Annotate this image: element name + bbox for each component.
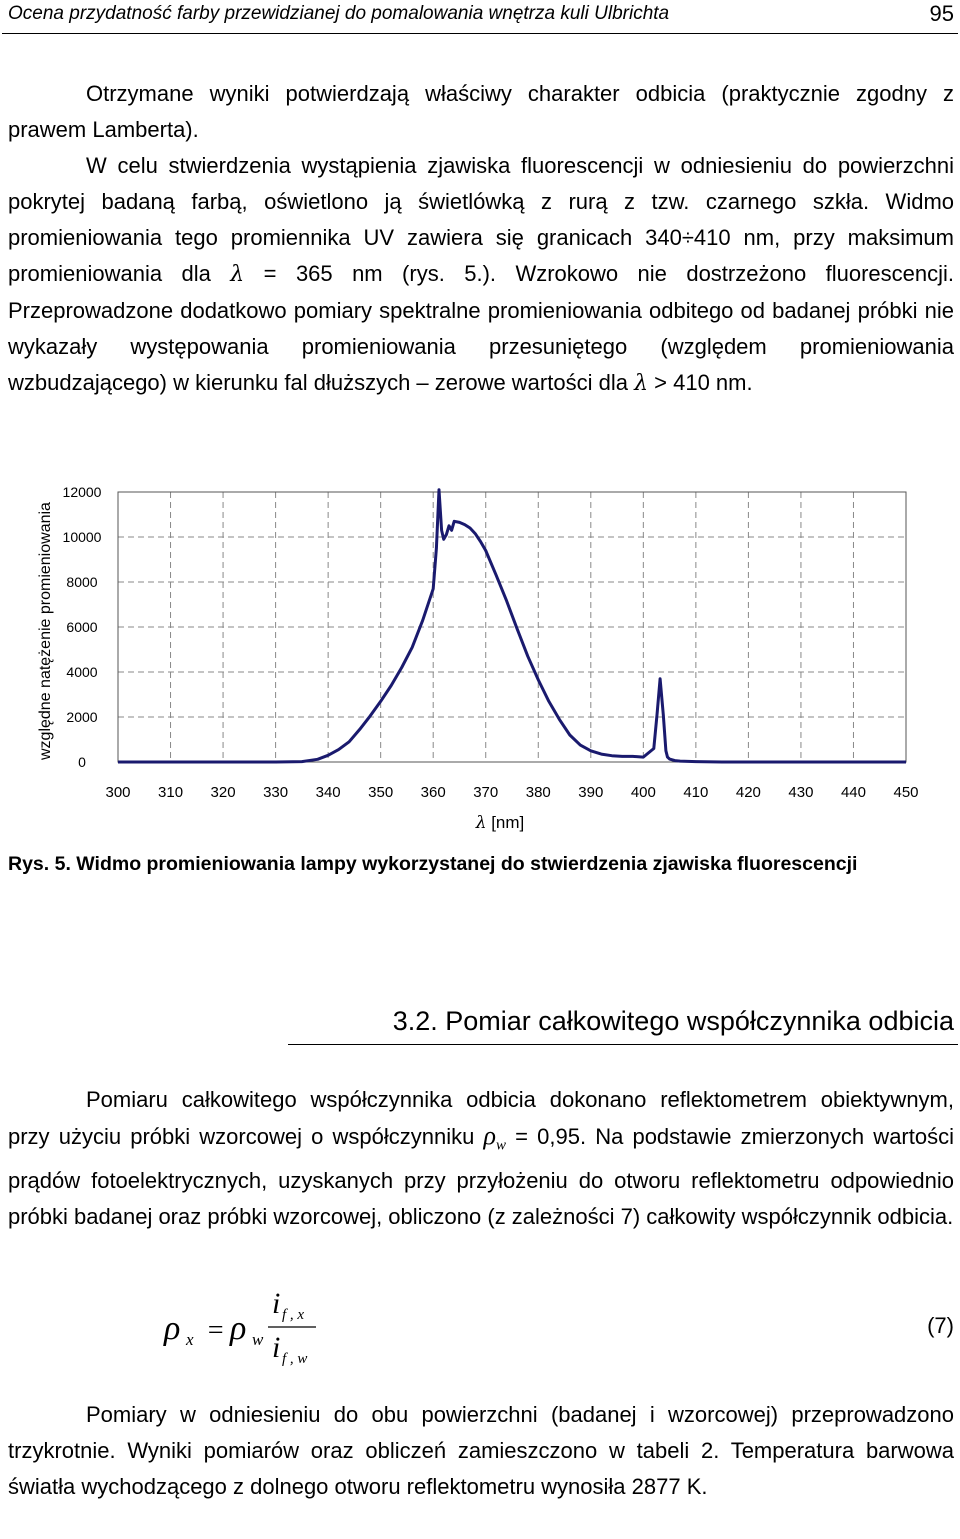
y-tick-label: 10000 (62, 529, 102, 545)
rho-symbol: ρ (483, 1121, 496, 1150)
rho-subscript: w (495, 1137, 506, 1154)
figure-caption: Rys. 5. Widmo promieniowania lampy wykorzystanej do stwierdzenia zjawiska fluorescencji (8, 853, 858, 875)
paragraph-1: Otrzymane wyniki potwierdzają właściwy charakter odbicia (praktycznie zgodny z prawem Lamberta). (8, 81, 954, 142)
page-number: 95 (929, 1, 954, 26)
x-tick-label: 300 (105, 784, 131, 801)
formula-numerator-sub: f , x (282, 1307, 305, 1323)
formula-numerator-i: i (272, 1287, 281, 1320)
x-axis-unit: [nm] (486, 813, 525, 832)
x-tick-label: 320 (210, 784, 236, 801)
x-tick-label: 420 (735, 784, 761, 801)
page-header (2, 0, 958, 34)
y-tick-label: 2000 (66, 709, 98, 725)
y-tick-label: 8000 (66, 574, 98, 590)
x-tick-label: 310 (158, 784, 184, 801)
x-tick-label: 390 (578, 784, 604, 801)
y-tick-label: 6000 (66, 619, 98, 635)
x-axis-lambda: λ (475, 813, 487, 833)
x-tick-label: 330 (263, 784, 289, 801)
x-tick-label: 410 (683, 784, 709, 801)
formula-equals: = (206, 1315, 225, 1346)
formula-sub-w: w (252, 1330, 264, 1349)
y-tick-labels (63, 484, 102, 770)
formula-rho-x: ρ (164, 1310, 181, 1347)
lambda-symbol: λ (634, 371, 649, 396)
section-title: 3.2. Pomiar całkowitego współczynnika odbicia (392, 1006, 954, 1036)
x-tick-label: 430 (788, 784, 814, 801)
x-tick-label: 370 (473, 784, 499, 801)
x-tick-label: 340 (315, 784, 341, 801)
header-title: Ocena przydatność farby przewidzianej do pomalowania wnętrza kuli Ulbrichta (8, 3, 670, 24)
spectrum-chart (0, 460, 960, 840)
spectrum-line (118, 490, 906, 762)
y-tick-label: 12000 (62, 484, 102, 500)
y-tick-label: 4000 (66, 664, 98, 680)
x-tick-label: 360 (420, 784, 446, 801)
formula-denominator-i: i (272, 1331, 281, 1364)
chart-grid (118, 492, 906, 762)
formula-7 (160, 1287, 960, 1377)
paragraph-2-text-b: = 365 nm (rys. 5.). Wzrokowo nie dostrzeżono fluorescencji. Przeprowadzone dodatkowo pomiary spektralne promieniowania odbitego od badanej próbki nie wykazały występowania promieniowania przesuniętego (względem promieniowania wzbudzającego) w kierunku fal dłuższych – zerowe wartości dla (8, 261, 954, 395)
paragraph-2-text-c: > 410 nm. (648, 370, 753, 395)
x-tick-label: 350 (368, 784, 394, 801)
x-tick-label: 450 (893, 784, 919, 801)
formula-sub-x: x (186, 1330, 194, 1349)
chart-x-axis-label (475, 813, 525, 833)
formula-denominator-sub: f , w (282, 1351, 308, 1367)
equation-number: (7) (927, 1313, 954, 1338)
y-tick-label: 0 (78, 754, 86, 770)
x-tick-label: 400 (630, 784, 656, 801)
formula-svg (160, 1287, 360, 1377)
formula-rho-w: ρ (230, 1310, 247, 1347)
x-tick-labels (105, 784, 918, 801)
lambda-symbol: λ (230, 262, 245, 287)
paragraph-3-text-b: = 0,95. Na podstawie zmierzonych wartości prądów fotoelektrycznych, uzyskanych przy przyłożeniu do otworu reflektometru odpowiednio próbki badanej oraz próbki wzorcowej, obliczono (z zależności 7) całkowity współczynnik odbicia. (8, 1124, 954, 1230)
section-heading (288, 1004, 958, 1045)
x-tick-label: 440 (840, 784, 866, 801)
paragraph-2-text-a: W celu stwierdzenia wystąpienia zjawiska fluorescencji w odniesieniu do powierzchni pokrytej badaną farbą, oświetlono ją świetlówką z rurą z tzw. czarnego szkła. Widmo promieniowania tego promiennika UV zawiera się granicach 340÷410 nm, przy maksimum promieniowania dla (8, 153, 954, 286)
chart-y-axis-label: względne natężenie promieniowania (37, 502, 54, 760)
paragraph-4: Pomiary w odniesieniu do obu powierzchni (badanej i wzorcowej) przeprowadzono trzykrotnie. Wyniki pomiarów oraz obliczeń zamieszczono w tabeli 2. Temperatura barwowa światła wychodzącego z dolnego otworu reflektometru wynosiła 2877 K. (8, 1402, 954, 1499)
paragraph-3-text-a: Pomiaru całkowitego współczynnika odbicia dokonano reflektometrem obiektywnym, przy użyciu próbki wzorcowej o współczynniku (8, 1087, 954, 1149)
x-tick-label: 380 (525, 784, 551, 801)
paragraph-3 (8, 1082, 954, 1235)
paragraph-2 (8, 148, 954, 402)
